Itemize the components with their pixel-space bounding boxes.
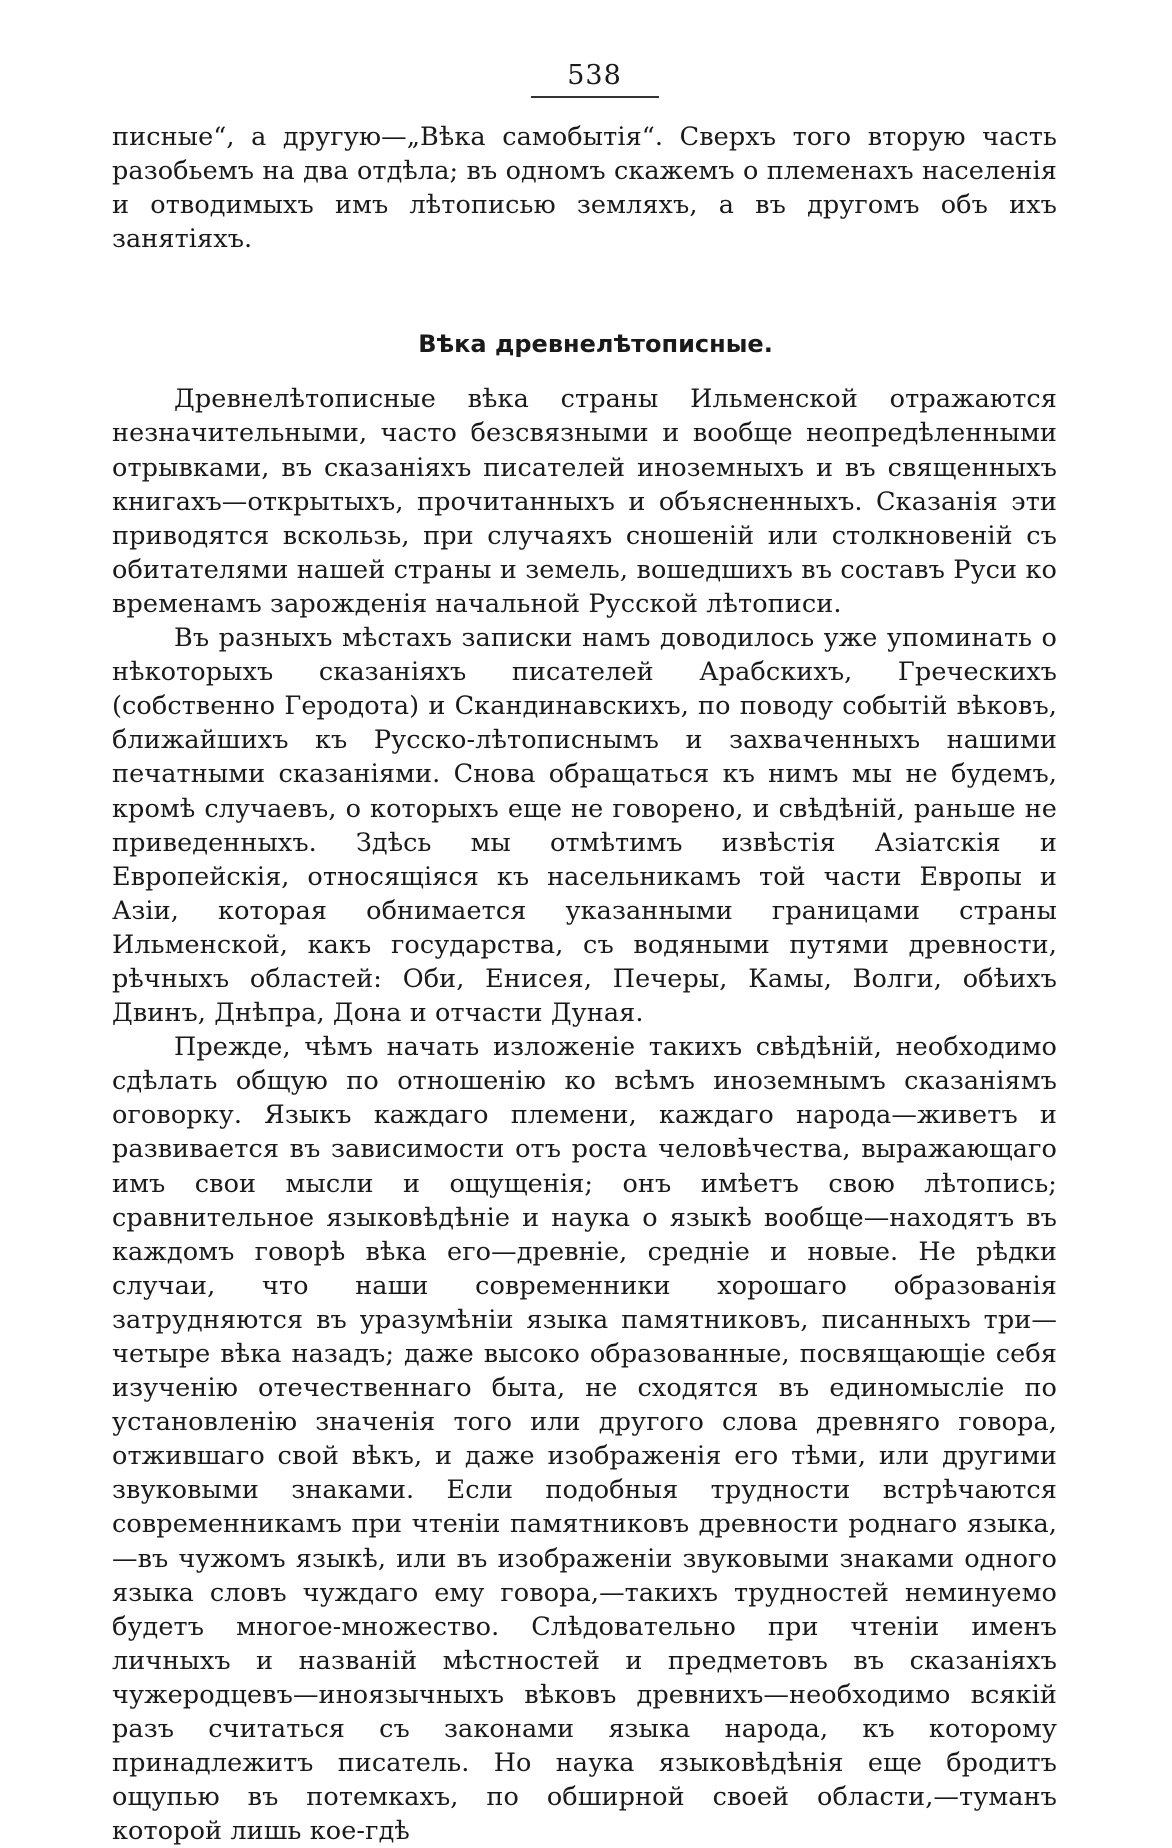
intro-paragraph: писные“, а другую—„Вѣка самобытія“. Сверхъ того вторую часть разобьемъ на два отдѣла; въ одномъ скажемъ о племенахъ населенія и отводимыхъ имъ лѣтописью земляхъ, а въ другомъ объ ихъ занятіяхъ. (112, 122, 1057, 255)
paragraph-1: Древнелѣтописные вѣка страны Ильменской отражаются незначительными, часто безсвязными и вообще неопредѣленными отрывками, въ сказаніяхъ писателей иноземныхъ и въ священныхъ книгахъ—открытыхъ, прочитанныхъ и объясненныхъ. Сказанія эти приводятся вскользь, при случаяхъ сношеній или столкновеній съ обитателями нашей страны и земель, вошедшихъ въ составъ Руси ко временамъ зарожденія начальной Русской лѣтописи. (112, 384, 1057, 619)
section-heading: Вѣка древнелѣтописные. (418, 330, 773, 359)
paragraph-2: Въ разныхъ мѣстахъ записки намъ доводилось уже упоминать о нѣкоторыхъ сказаніяхъ писателей Арабскихъ, Греческихъ (собственно Геродота) и Скандинавскихъ, по поводу событій вѣковъ, ближайшихъ къ Русско-лѣтописнымъ и захваченныхъ нашими печатными сказаніями. Снова обращаться къ нимъ мы не будемъ, кромѣ случаевъ, о которыхъ еще не говорено, и свѣдѣній, раньше не приведенныхъ. Здѣсь мы отмѣтимъ извѣстія Азіатскія и Европейскія, относящіяся къ насельникамъ той части Европы и Азіи, которая обнимается указанными границами страны Ильменской, какъ государства, съ водяными путями древности, рѣчныхъ областей: Оби, Енисея, Печеры, Камы, Волги, обѣихъ Двинъ, Днѣпра, Дона и отчасти Дуная. (112, 623, 1057, 1029)
book-page (112, 58, 1057, 1847)
paragraph-3: Прежде, чѣмъ начать изложеніе такихъ свѣдѣній, необходимо сдѣлать общую по отношенію ко всѣмъ иноземнымъ сказаніямъ оговорку. Языкъ каждаго племени, каждаго народа—живетъ и развивается въ зависимости отъ роста человѣчества, выражающаго имъ свои мысли и ощущенія; онъ имѣетъ свою лѣтопись; сравнительное языковѣдѣніе и наука о языкѣ вообще—находятъ въ каждомъ говорѣ вѣка его—древніе, средніе и новые. Не рѣдки случаи, что наши современники хорошаго образованія затрудняются въ уразумѣніи языка памятниковъ, писанныхъ три—четыре вѣка назадъ; даже высоко образованные, посвящающіе себя изученію отечественнаго быта, не сходятся въ единомысліе по установленію значенія того или другого слова древняго говора, отжившаго свой вѣкъ, и даже изображенія его тѣми, или другими звуковыми знаками. Если подобныя трудности встрѣчаются современникамъ при чтеніи памятниковъ древности роднаго языка,—въ чужомъ языкѣ, или въ изображеніи звуковыми знаками одного языка словъ чуждаго ему говора,—такихъ трудностей неминуемо будетъ многое-множество. Слѣдовательно при чтеніи именъ личныхъ и названій мѣстностей и предметовъ въ сказаніяхъ чужеродцевъ—иноязычныхъ вѣковъ древнихъ—необходимо всякій разъ считаться съ законами языка народа, къ которому принадлежитъ писатель. Но наука языковѣдѣнія еще бродитъ ощупью въ потемкахъ, по обширной своей области,—туманъ которой лишь кое-гдѣ (112, 1032, 1057, 1847)
page-number: 538 (567, 60, 622, 91)
page-number-rule (531, 96, 659, 98)
